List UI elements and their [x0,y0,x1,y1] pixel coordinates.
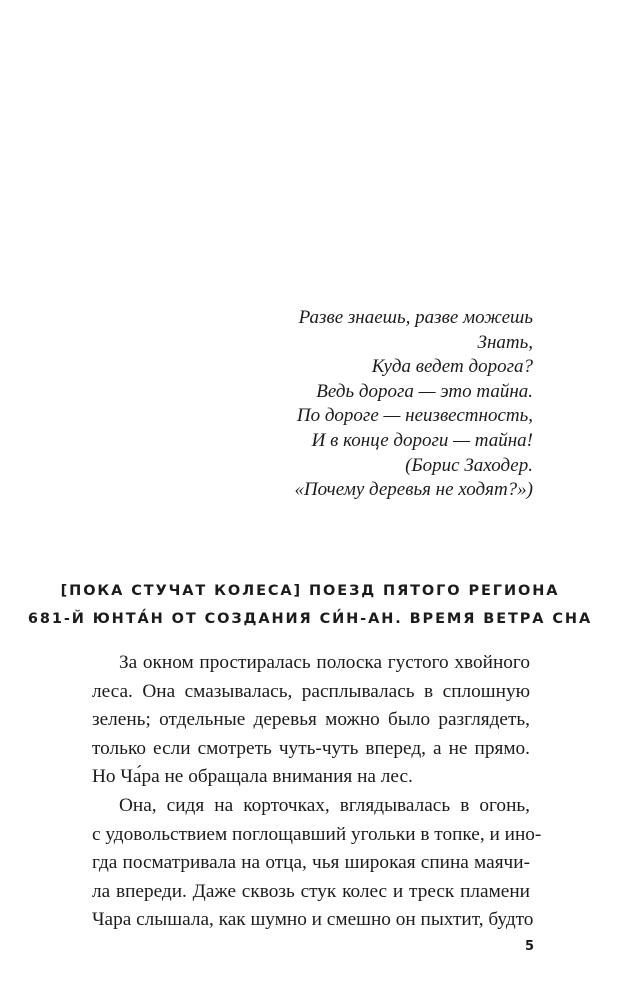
epigraph-line: Знать, [477,331,533,353]
body-line: с удовольствием поглощавший угольки в топке, и ино- [92,823,542,845]
page-number: 5 [524,939,534,954]
body-line: Она, сидя на корточках, вглядывалась в огонь, [119,794,530,816]
epigraph-line: Куда ведет дорога? [371,356,533,378]
epigraph [294,306,533,503]
body-line: Но Ча́ра не обращала внимания на лес. [92,766,413,788]
body-line: зелень; отдельные деревья можно было разглядеть, [92,709,530,731]
chapter-heading-line-1: [ПОКА СТУЧАТ КОЛЕСА] ПОЕЗД ПЯТОГО РЕГИОНА [60,583,560,599]
body-line: ла впереди. Даже сквозь стук колес и треск пламени [92,880,530,902]
epigraph-line: Разве знаешь, разве можешь [298,307,533,328]
epigraph-line: И в конце дороги — тайна! [311,429,533,451]
body-line: леса. Она смазывалась, расплывалась в сплошную [92,680,530,702]
epigraph-line: Ведь дорога — это тайна. [316,380,533,402]
body-line: Чара слышала, как шумно и смешно он пыхтит, будто [92,909,534,931]
body-line: только если смотреть чуть-чуть вперед, а не прямо. [92,737,530,759]
chapter-heading [0,577,620,633]
body-line: За окном простиралась полоска густого хвойного [119,652,530,673]
chapter-heading-line-2: 681-Й ЮНТА́Н ОТ СОЗДАНИЯ СИ́Н-АН. ВРЕМЯ ВЕТРА СНА [27,611,593,627]
body-text [92,649,542,935]
epigraph-attribution-line: «Почему деревья не ходят?») [294,479,533,501]
epigraph-line: По дороге — неизвестность, [296,405,533,427]
epigraph-attribution-line: (Борис Заходер. [405,454,533,476]
body-line: гда посматривала на отца, чья широкая спина маячи- [92,852,530,874]
